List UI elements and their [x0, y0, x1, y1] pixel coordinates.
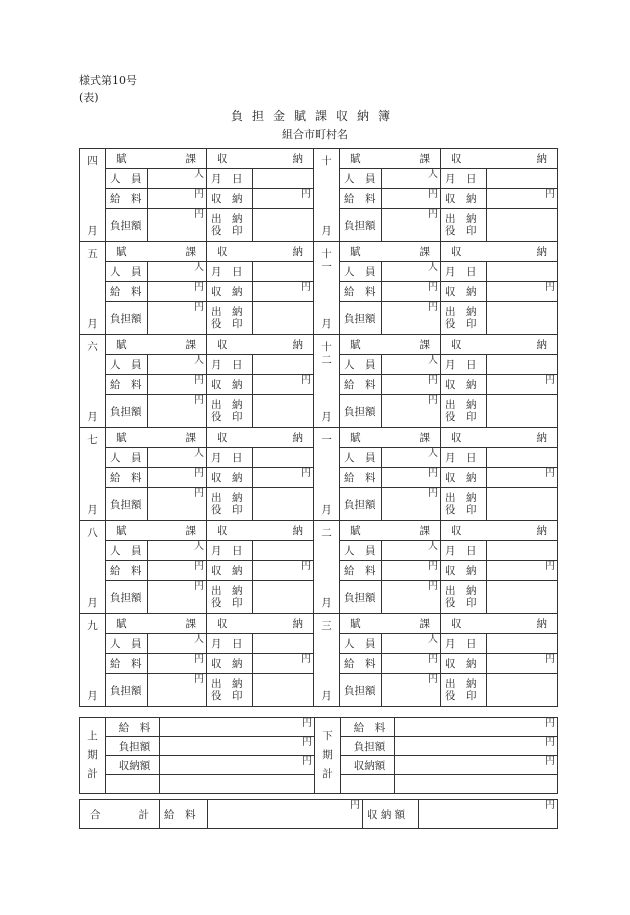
- gappi-value: [487, 169, 558, 189]
- shutsuno-yakuin-label: 出 納 役 印: [441, 581, 487, 614]
- fuka-header: 賦 課: [106, 614, 207, 634]
- shuno-label: 収 納: [441, 282, 487, 302]
- jinin-label: 人 員: [106, 448, 148, 468]
- futangaku-value: 円: [382, 209, 441, 242]
- shutsuno-yakuin-label: 出 納 役 印: [441, 674, 487, 707]
- futangaku-label: 負担額: [106, 581, 148, 614]
- month-char: 十: [321, 341, 332, 353]
- futangaku-value: 円: [382, 674, 441, 707]
- jinin-label: 人 員: [340, 169, 382, 189]
- jinin-label: 人 員: [106, 169, 148, 189]
- shuno-value: 円: [487, 375, 558, 395]
- shuno-header: 収 納: [207, 614, 314, 634]
- fuka-header: 賦 課: [340, 428, 441, 448]
- total-label: 合 計: [80, 800, 160, 829]
- month-left-cell: [80, 242, 106, 335]
- futangaku-label: 負担額: [106, 488, 148, 521]
- gatsu-label: 月: [87, 597, 98, 609]
- fuka-header: 賦 課: [106, 242, 207, 262]
- futangaku-value: 円: [148, 302, 207, 335]
- month-right-cell: [314, 521, 340, 614]
- jinin-value: 人: [382, 448, 441, 468]
- gatsu-label: 月: [321, 318, 332, 330]
- jinin-value: 人: [382, 634, 441, 654]
- futangaku-value: 円: [148, 488, 207, 521]
- kyuryo-label: 給 料: [106, 654, 148, 674]
- gappi-label: 月 日: [441, 634, 487, 654]
- first-half-blank: [160, 775, 315, 794]
- shuno-header: 収 納: [207, 521, 314, 541]
- gappi-value: [253, 541, 314, 561]
- second-half-item-label: 負担額: [341, 737, 395, 756]
- kyuryo-value: 円: [382, 561, 441, 581]
- shuno-label: 収 納: [441, 654, 487, 674]
- futangaku-label: 負担額: [340, 674, 382, 707]
- gatsu-label: 月: [321, 504, 332, 516]
- gatsu-label: 月: [321, 690, 332, 702]
- kyuryo-label: 給 料: [106, 468, 148, 488]
- shuno-value: 円: [253, 282, 314, 302]
- gappi-value: [253, 262, 314, 282]
- month-right-cell: [314, 242, 340, 335]
- month-name: 九: [87, 620, 98, 632]
- shutsuno-yakuin-label: 出 納 役 印: [207, 488, 253, 521]
- jinin-value: 人: [382, 262, 441, 282]
- gatsu-label: 月: [87, 504, 98, 516]
- futangaku-value: 円: [382, 302, 441, 335]
- yakuin-stamp-cell: [253, 581, 314, 614]
- jinin-value: 人: [148, 541, 207, 561]
- month-char: 十: [321, 248, 332, 260]
- first-half-item-label: 負担額: [106, 737, 160, 756]
- fuka-header: 賦 課: [340, 521, 441, 541]
- yakuin-stamp-cell: [487, 302, 558, 335]
- first-half-item-value: 円: [160, 737, 315, 756]
- month-right-cell: [314, 149, 340, 242]
- shuno-header: 収 納: [207, 242, 314, 262]
- jinin-label: 人 員: [106, 634, 148, 654]
- jinin-value: 人: [148, 262, 207, 282]
- month-block-header-row: [80, 521, 558, 541]
- page-subtitle: 組合市町村名: [282, 128, 348, 141]
- first-half-item-label: 給 料: [106, 718, 160, 737]
- yakuin-stamp-cell: [487, 488, 558, 521]
- first-half-item-value: 円: [160, 718, 315, 737]
- fuka-header: 賦 課: [340, 242, 441, 262]
- jinin-label: 人 員: [106, 355, 148, 375]
- month-block-header-row: [80, 242, 558, 262]
- month-char: 二: [321, 354, 332, 366]
- kyuryo-value: 円: [148, 282, 207, 302]
- yakuin-stamp-cell: [487, 395, 558, 428]
- second-half-blank: [395, 775, 558, 794]
- total-shunogaku-label: 収 納 額: [363, 800, 419, 829]
- kyuryo-value: 円: [382, 282, 441, 302]
- shuno-label: 収 納: [441, 468, 487, 488]
- month-right-cell: [314, 428, 340, 521]
- month-name: 三: [321, 620, 332, 632]
- futangaku-value: 円: [148, 581, 207, 614]
- month-left-cell: [80, 428, 106, 521]
- gatsu-label: 月: [87, 225, 98, 237]
- month-right-cell: [314, 614, 340, 707]
- gappi-value: [487, 355, 558, 375]
- gappi-label: 月 日: [441, 355, 487, 375]
- gappi-value: [253, 634, 314, 654]
- gatsu-label: 月: [321, 597, 332, 609]
- kyuryo-value: 円: [382, 468, 441, 488]
- shuno-header: 収 納: [441, 521, 558, 541]
- futangaku-label: 負担額: [340, 209, 382, 242]
- month-block-header-row: [80, 335, 558, 355]
- gappi-label: 月 日: [441, 541, 487, 561]
- gappi-value: [487, 448, 558, 468]
- gappi-label: 月 日: [207, 355, 253, 375]
- jinin-label: 人 員: [340, 634, 382, 654]
- jinin-value: 人: [148, 634, 207, 654]
- shuno-label: 収 納: [441, 375, 487, 395]
- futangaku-value: 円: [148, 209, 207, 242]
- month-left-cell: [80, 149, 106, 242]
- kyuryo-value: 円: [148, 189, 207, 209]
- second-half-item-value: 円: [395, 737, 558, 756]
- month-left-cell: [80, 614, 106, 707]
- shuno-header: 収 納: [441, 242, 558, 262]
- form-face: (表): [79, 91, 99, 104]
- month-name: 一: [321, 434, 332, 446]
- month-name: 四: [87, 155, 98, 167]
- shuno-value: 円: [487, 654, 558, 674]
- yakuin-stamp-cell: [253, 674, 314, 707]
- second-half-item-label: 給 料: [341, 718, 395, 737]
- total-shunogaku-value: 円: [419, 800, 558, 829]
- jinin-value: 人: [382, 169, 441, 189]
- gappi-value: [487, 262, 558, 282]
- jinin-value: 人: [148, 355, 207, 375]
- shuno-label: 収 納: [441, 561, 487, 581]
- gappi-label: 月 日: [207, 262, 253, 282]
- jinin-value: 人: [382, 355, 441, 375]
- shuno-label: 収 納: [207, 561, 253, 581]
- shutsuno-yakuin-label: 出 納 役 印: [441, 488, 487, 521]
- shuno-label: 収 納: [207, 375, 253, 395]
- futangaku-label: 負担額: [340, 302, 382, 335]
- shuno-value: 円: [253, 468, 314, 488]
- jinin-label: 人 員: [340, 262, 382, 282]
- month-block-header-row: [80, 428, 558, 448]
- month-block-header-row: [80, 149, 558, 169]
- futangaku-value: 円: [148, 674, 207, 707]
- kyuryo-label: 給 料: [340, 468, 382, 488]
- kyuryo-label: 給 料: [106, 561, 148, 581]
- second-half-item-value: 円: [395, 756, 558, 775]
- ledger-grid: [79, 148, 558, 707]
- jinin-label: 人 員: [106, 262, 148, 282]
- second-half-item-value: 円: [395, 718, 558, 737]
- jinin-value: 人: [382, 541, 441, 561]
- shuno-value: 円: [253, 654, 314, 674]
- kyuryo-value: 円: [382, 189, 441, 209]
- month-name: 七: [87, 434, 98, 446]
- gatsu-label: 月: [87, 318, 98, 330]
- yakuin-stamp-cell: [253, 302, 314, 335]
- futangaku-label: 負担額: [106, 209, 148, 242]
- fuka-header: 賦 課: [106, 149, 207, 169]
- gappi-label: 月 日: [441, 169, 487, 189]
- month-left-cell: [80, 521, 106, 614]
- shuno-label: 収 納: [207, 654, 253, 674]
- shuno-label: 収 納: [207, 468, 253, 488]
- kyuryo-label: 給 料: [340, 189, 382, 209]
- shutsuno-yakuin-label: 出 納 役 印: [207, 395, 253, 428]
- gappi-value: [253, 448, 314, 468]
- gappi-value: [487, 634, 558, 654]
- shuno-header: 収 納: [441, 614, 558, 634]
- shuno-header: 収 納: [207, 428, 314, 448]
- futangaku-label: 負担額: [340, 488, 382, 521]
- first-half-blank: [106, 775, 160, 794]
- first-half-label: 上 期 計: [80, 718, 106, 794]
- kyuryo-label: 給 料: [106, 282, 148, 302]
- shutsuno-yakuin-label: 出 納 役 印: [207, 302, 253, 335]
- shuno-value: 円: [487, 189, 558, 209]
- gappi-label: 月 日: [207, 448, 253, 468]
- yakuin-stamp-cell: [487, 209, 558, 242]
- shuno-value: 円: [487, 561, 558, 581]
- total-kyuryo-value: 円: [208, 800, 363, 829]
- gappi-label: 月 日: [207, 541, 253, 561]
- gappi-label: 月 日: [441, 262, 487, 282]
- shuno-label: 収 納: [441, 189, 487, 209]
- kyuryo-value: 円: [382, 375, 441, 395]
- futangaku-label: 負担額: [106, 674, 148, 707]
- gappi-label: 月 日: [207, 169, 253, 189]
- month-right-cell: [314, 335, 340, 428]
- fuka-header: 賦 課: [106, 335, 207, 355]
- first-half-item-value: 円: [160, 756, 315, 775]
- jinin-label: 人 員: [340, 448, 382, 468]
- gatsu-label: 月: [87, 690, 98, 702]
- gatsu-label: 月: [87, 411, 98, 423]
- shutsuno-yakuin-label: 出 納 役 印: [207, 674, 253, 707]
- shuno-value: 円: [487, 282, 558, 302]
- futangaku-label: 負担額: [340, 395, 382, 428]
- jinin-label: 人 員: [340, 355, 382, 375]
- gatsu-label: 月: [321, 225, 332, 237]
- kyuryo-value: 円: [148, 375, 207, 395]
- futangaku-value: 円: [382, 488, 441, 521]
- shuno-value: 円: [253, 189, 314, 209]
- second-half-label: 下 期 計: [315, 718, 341, 794]
- fuka-header: 賦 課: [106, 428, 207, 448]
- shuno-label: 収 納: [207, 282, 253, 302]
- shuno-header: 収 納: [441, 335, 558, 355]
- jinin-value: 人: [148, 169, 207, 189]
- kyuryo-value: 円: [148, 654, 207, 674]
- gappi-value: [253, 355, 314, 375]
- jinin-label: 人 員: [106, 541, 148, 561]
- gappi-value: [253, 169, 314, 189]
- shutsuno-yakuin-label: 出 納 役 印: [207, 581, 253, 614]
- gappi-label: 月 日: [441, 448, 487, 468]
- gappi-value: [487, 541, 558, 561]
- yakuin-stamp-cell: [487, 674, 558, 707]
- fuka-header: 賦 課: [340, 614, 441, 634]
- jinin-label: 人 員: [340, 541, 382, 561]
- second-half-item-label: 収納額: [341, 756, 395, 775]
- month-name: 十: [321, 155, 332, 167]
- futangaku-label: 負担額: [106, 395, 148, 428]
- kyuryo-label: 給 料: [106, 375, 148, 395]
- gappi-label: 月 日: [207, 634, 253, 654]
- kyuryo-label: 給 料: [340, 561, 382, 581]
- second-half-blank: [341, 775, 395, 794]
- summary-row: [80, 718, 558, 737]
- month-left-cell: [80, 335, 106, 428]
- shuno-value: 円: [253, 375, 314, 395]
- shuno-header: 収 納: [441, 428, 558, 448]
- first-half-item-label: 収納額: [106, 756, 160, 775]
- shuno-value: 円: [253, 561, 314, 581]
- kyuryo-label: 給 料: [106, 189, 148, 209]
- shuno-header: 収 納: [207, 335, 314, 355]
- kyuryo-value: 円: [148, 468, 207, 488]
- month-name: 八: [87, 527, 98, 539]
- shutsuno-yakuin-label: 出 納 役 印: [441, 302, 487, 335]
- futangaku-value: 円: [382, 395, 441, 428]
- month-name: 六: [87, 341, 98, 353]
- total-kyuryo-label: 給 料: [160, 800, 208, 829]
- shuno-header: 収 納: [207, 149, 314, 169]
- futangaku-label: 負担額: [340, 581, 382, 614]
- futangaku-value: 円: [382, 581, 441, 614]
- futangaku-value: 円: [148, 395, 207, 428]
- month-char: 一: [321, 261, 332, 273]
- gatsu-label: 月: [321, 411, 332, 423]
- month-name: 二: [321, 527, 332, 539]
- fuka-header: 賦 課: [340, 149, 441, 169]
- yakuin-stamp-cell: [253, 395, 314, 428]
- form-number: 様式第10号: [79, 74, 137, 87]
- shuno-value: 円: [487, 468, 558, 488]
- yakuin-stamp-cell: [253, 488, 314, 521]
- shuno-label: 収 納: [207, 189, 253, 209]
- shutsuno-yakuin-label: 出 納 役 印: [207, 209, 253, 242]
- jinin-value: 人: [148, 448, 207, 468]
- shutsuno-yakuin-label: 出 納 役 印: [441, 209, 487, 242]
- page-title: 負担金賦課収納簿: [230, 109, 399, 123]
- shuno-header: 収 納: [441, 149, 558, 169]
- kyuryo-value: 円: [148, 561, 207, 581]
- futangaku-label: 負担額: [106, 302, 148, 335]
- shutsuno-yakuin-label: 出 納 役 印: [441, 395, 487, 428]
- kyuryo-label: 給 料: [340, 282, 382, 302]
- kyuryo-label: 給 料: [340, 375, 382, 395]
- kyuryo-label: 給 料: [340, 654, 382, 674]
- half-year-summary: [79, 717, 558, 794]
- kyuryo-value: 円: [382, 654, 441, 674]
- month-name: 五: [87, 248, 98, 260]
- month-block-header-row: [80, 614, 558, 634]
- yakuin-stamp-cell: [253, 209, 314, 242]
- fuka-header: 賦 課: [106, 521, 207, 541]
- grand-total: [79, 799, 558, 829]
- yakuin-stamp-cell: [487, 581, 558, 614]
- fuka-header: 賦 課: [340, 335, 441, 355]
